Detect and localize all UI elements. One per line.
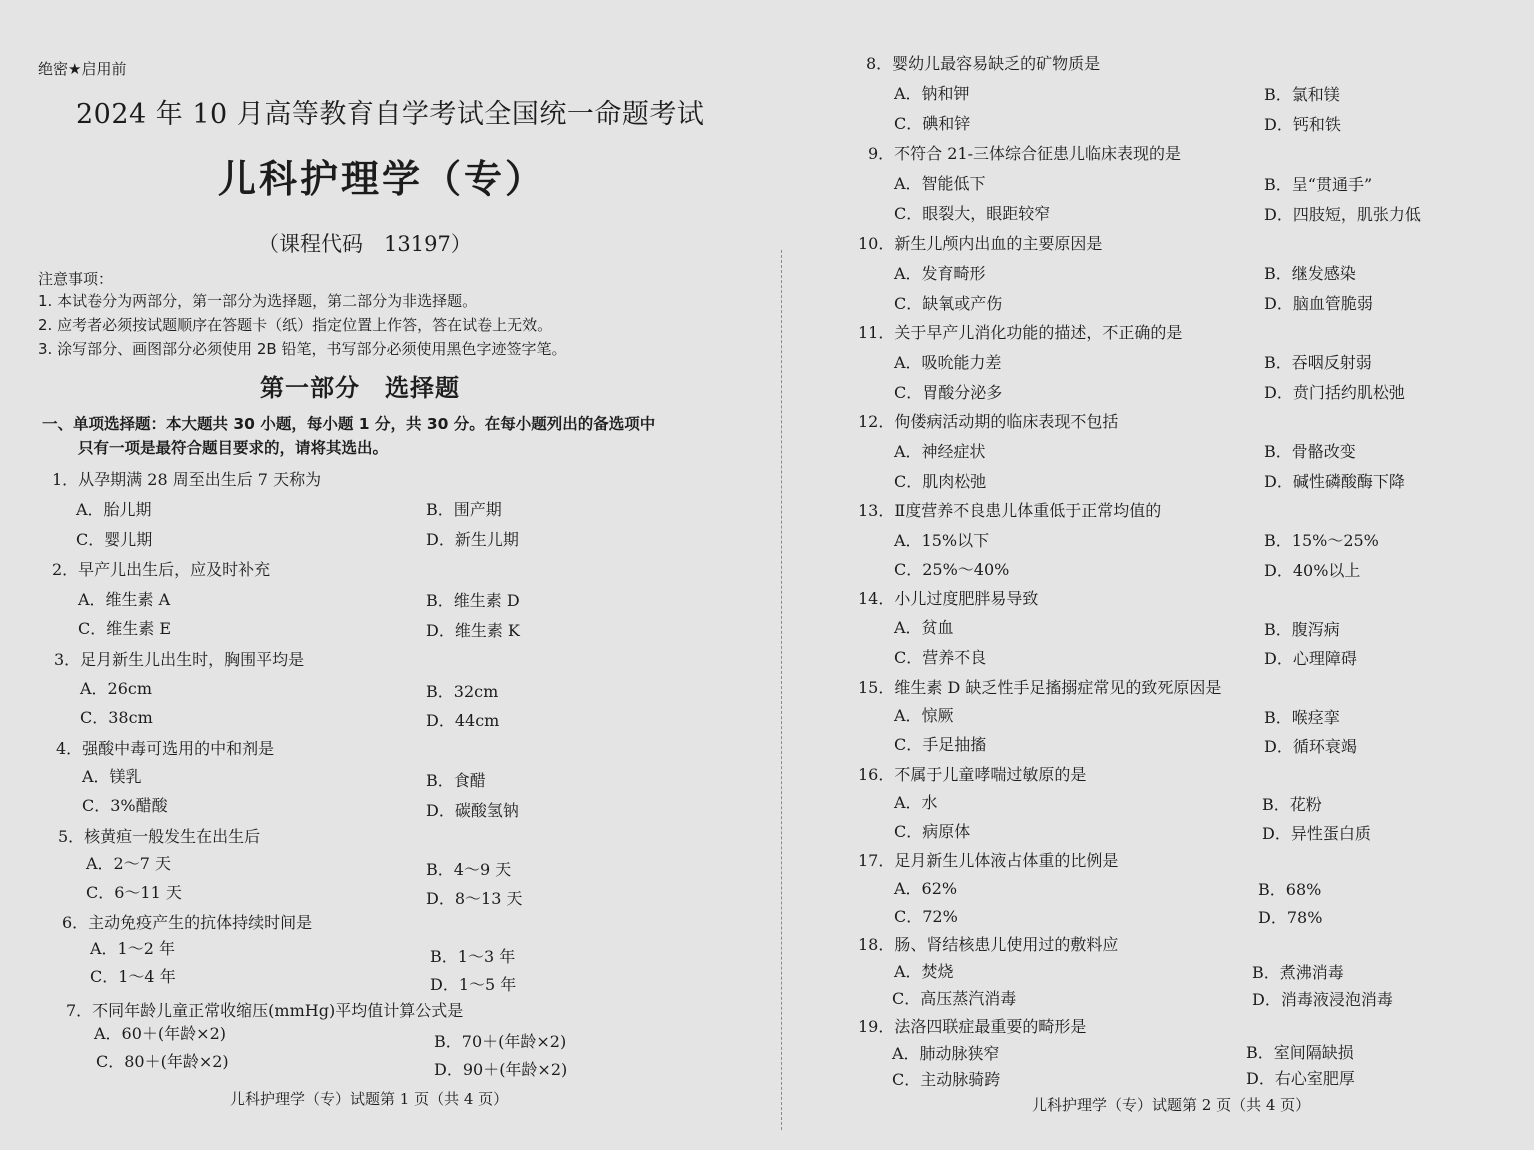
answer-option-b: B．呈“贯通手” (1264, 175, 1373, 194)
question-stem: 7．不同年龄儿童正常收缩压(mmHg)平均值计算公式是 (66, 1001, 464, 1020)
answer-option-d: D．新生儿期 (426, 530, 519, 549)
answer-option-a: A．发育畸形 (894, 264, 986, 283)
answer-option-a: A．惊厥 (894, 706, 954, 725)
question-stem: 3．足月新生儿出生时，胸围平均是 (54, 650, 305, 669)
answer-option-c: C．婴儿期 (76, 530, 153, 549)
page-footer: 儿科护理学（专）试题第 2 页（共 4 页） (1032, 1096, 1311, 1114)
answer-option-b: B．吞咽反射弱 (1264, 353, 1372, 372)
answer-option-a: A．镁乳 (82, 767, 142, 786)
answer-option-a: A．26cm (80, 679, 153, 698)
answer-option-b: B．喉痉挛 (1264, 708, 1340, 727)
answer-option-d: D．44cm (426, 711, 500, 730)
answer-option-b: B．室间隔缺损 (1246, 1043, 1354, 1062)
answer-option-c: C．病原体 (894, 822, 971, 841)
question-stem: 12．佝偻病活动期的临床表现不包括 (858, 412, 1119, 431)
answer-option-d: D．钙和铁 (1264, 115, 1341, 134)
question-stem: 2．早产儿出生后，应及时补充 (52, 560, 271, 579)
question-stem: 5．核黄疸一般发生在出生后 (58, 827, 261, 846)
question-stem: 6．主动免疫产生的抗体持续时间是 (62, 913, 313, 932)
answer-option-c: C．主动脉骑跨 (892, 1070, 1001, 1089)
answer-option-b: B．32cm (426, 682, 499, 701)
question-stem: 14．小儿过度肥胖易导致 (858, 589, 1039, 608)
answer-option-d: D．循环衰竭 (1264, 737, 1357, 756)
section-instructions (42, 412, 732, 460)
answer-option-b: B．腹泻病 (1264, 620, 1340, 639)
answer-option-c: C．25%～40% (894, 560, 1010, 579)
note-item: 3. 涂写部分、画图部分必须使用 2B 铅笔，书写部分必须使用黑色字迹签字笔。 (38, 340, 567, 358)
answer-option-d: D．1～5 年 (430, 975, 517, 994)
question-stem: 9．不符合 21-三体综合征患儿临床表现的是 (868, 144, 1182, 163)
page-footer: 儿科护理学（专）试题第 1 页（共 4 页） (230, 1090, 509, 1108)
answer-option-c: C．80＋(年龄×2) (96, 1052, 229, 1071)
answer-option-b: B．68% (1258, 880, 1322, 899)
answer-option-a: A．贫血 (894, 618, 954, 637)
answer-option-b: B．4～9 天 (426, 860, 512, 879)
answer-option-d: D．碳酸氢钠 (426, 801, 519, 820)
answer-option-a: A．60＋(年龄×2) (94, 1024, 226, 1043)
question-stem: 10．新生儿颅内出血的主要原因是 (858, 234, 1103, 253)
answer-option-a: A．1～2 年 (90, 939, 176, 958)
answer-option-b: B．食醋 (426, 771, 486, 790)
answer-option-d: D．右心室肥厚 (1246, 1069, 1355, 1088)
answer-option-c: C．眼裂大，眼距较窄 (894, 204, 1051, 223)
answer-option-b: B．煮沸消毒 (1252, 963, 1344, 982)
note-item: 1. 本试卷分为两部分，第一部分为选择题，第二部分为非选择题。 (38, 292, 478, 310)
answer-option-c: C．胃酸分泌多 (894, 383, 1003, 402)
answer-option-d: D．四肢短，肌张力低 (1264, 205, 1421, 224)
answer-option-c: C．72% (894, 907, 958, 926)
answer-option-b: B．氯和镁 (1264, 85, 1340, 104)
question-stem: 13．Ⅱ度营养不良患儿体重低于正常均值的 (858, 501, 1162, 520)
answer-option-a: A．62% (894, 879, 958, 898)
part-title: 第一部分 选择题 (260, 374, 460, 402)
answer-option-b: B．花粉 (1262, 795, 1322, 814)
section-line-1: 一、单项选择题：本大题共 30 小题，每小题 1 分，共 30 分。在每小题列出的备选项中 (42, 415, 656, 433)
answer-option-c: C．38cm (80, 708, 153, 727)
answer-option-d: D．维生素 K (426, 621, 520, 640)
answer-option-a: A．钠和钾 (894, 84, 970, 103)
answer-option-a: A．肺动脉狭窄 (892, 1044, 1000, 1063)
answer-option-c: C．6～11 天 (86, 883, 182, 902)
question-stem: 16．不属于儿童哮喘过敏原的是 (858, 765, 1087, 784)
answer-option-c: C．肌肉松弛 (894, 472, 987, 491)
answer-option-a: A．15%以下 (894, 531, 990, 550)
answer-option-d: D．78% (1258, 908, 1323, 927)
exam-title: 2024 年 10 月高等教育自学考试全国统一命题考试 (76, 99, 705, 130)
answer-option-d: D．心理障碍 (1264, 649, 1357, 668)
answer-option-b: B．骨骼改变 (1264, 442, 1356, 461)
note-item: 2. 应考者必须按试题顺序在答题卡（纸）指定位置上作答，答在试卷上无效。 (38, 316, 553, 334)
answer-option-a: A．智能低下 (894, 174, 986, 193)
answer-option-b: B．围产期 (426, 500, 502, 519)
answer-option-a: A．维生素 A (78, 590, 171, 609)
answer-option-a: A．焚烧 (894, 962, 954, 981)
answer-option-a: A．吸吮能力差 (894, 353, 1002, 372)
confidential-label: 绝密★启用前 (38, 60, 127, 78)
answer-option-b: B．15%～25% (1264, 531, 1379, 550)
subject-title: 儿科护理学（专） (218, 157, 547, 201)
answer-option-c: C．手足抽搐 (894, 735, 987, 754)
answer-option-d: D．贲门括约肌松弛 (1264, 383, 1405, 402)
answer-option-c: C．营养不良 (894, 648, 987, 667)
page-divider (781, 250, 782, 1130)
exam-page-2 (790, 0, 1534, 1150)
course-code: （课程代码 13197） (258, 232, 472, 256)
answer-option-d: D．脑血管脆弱 (1264, 294, 1373, 313)
question-stem: 15．维生素 D 缺乏性手足搐搦症常见的致死原因是 (858, 678, 1222, 697)
question-stem: 19．法洛四联症最重要的畸形是 (858, 1017, 1087, 1036)
question-stem: 4．强酸中毒可选用的中和剂是 (56, 739, 275, 758)
question-stem: 8．婴幼儿最容易缺乏的矿物质是 (866, 54, 1101, 73)
answer-option-b: B．70＋(年龄×2) (434, 1032, 567, 1051)
question-stem: 1．从孕期满 28 周至出生后 7 天称为 (52, 470, 322, 489)
answer-option-c: C．高压蒸汽消毒 (892, 989, 1017, 1008)
answer-option-b: B．1～3 年 (430, 947, 516, 966)
question-stem: 18．肠、肾结核患儿使用过的敷料应 (858, 935, 1119, 954)
answer-option-d: D．40%以上 (1264, 561, 1361, 580)
answer-option-d: D．90＋(年龄×2) (434, 1060, 568, 1079)
answer-option-a: A．2～7 天 (86, 854, 172, 873)
answer-option-c: C．碘和锌 (894, 114, 971, 133)
answer-option-d: D．碱性磷酸酶下降 (1264, 472, 1405, 491)
answer-option-d: D．异性蛋白质 (1262, 824, 1371, 843)
question-stem: 17．足月新生儿体液占体重的比例是 (858, 851, 1119, 870)
answer-option-c: C．缺氧或产伤 (894, 294, 1003, 313)
answer-option-c: C．3%醋酸 (82, 796, 168, 815)
answer-option-a: A．胎儿期 (76, 500, 152, 519)
answer-option-d: D．消毒液浸泡消毒 (1252, 990, 1393, 1009)
answer-option-c: C．维生素 E (78, 619, 172, 638)
question-stem: 11．关于早产儿消化功能的描述，不正确的是 (858, 323, 1183, 342)
answer-option-d: D．8～13 天 (426, 889, 523, 908)
answer-option-c: C．1～4 年 (90, 967, 176, 986)
answer-option-b: B．继发感染 (1264, 264, 1356, 283)
answer-option-a: A．神经症状 (894, 442, 986, 461)
answer-option-b: B．维生素 D (426, 591, 520, 610)
answer-option-a: A．水 (894, 793, 938, 812)
notes-heading: 注意事项： (38, 270, 114, 288)
section-line-2: 只有一项是最符合题目要求的，请将其选出。 (78, 439, 389, 457)
